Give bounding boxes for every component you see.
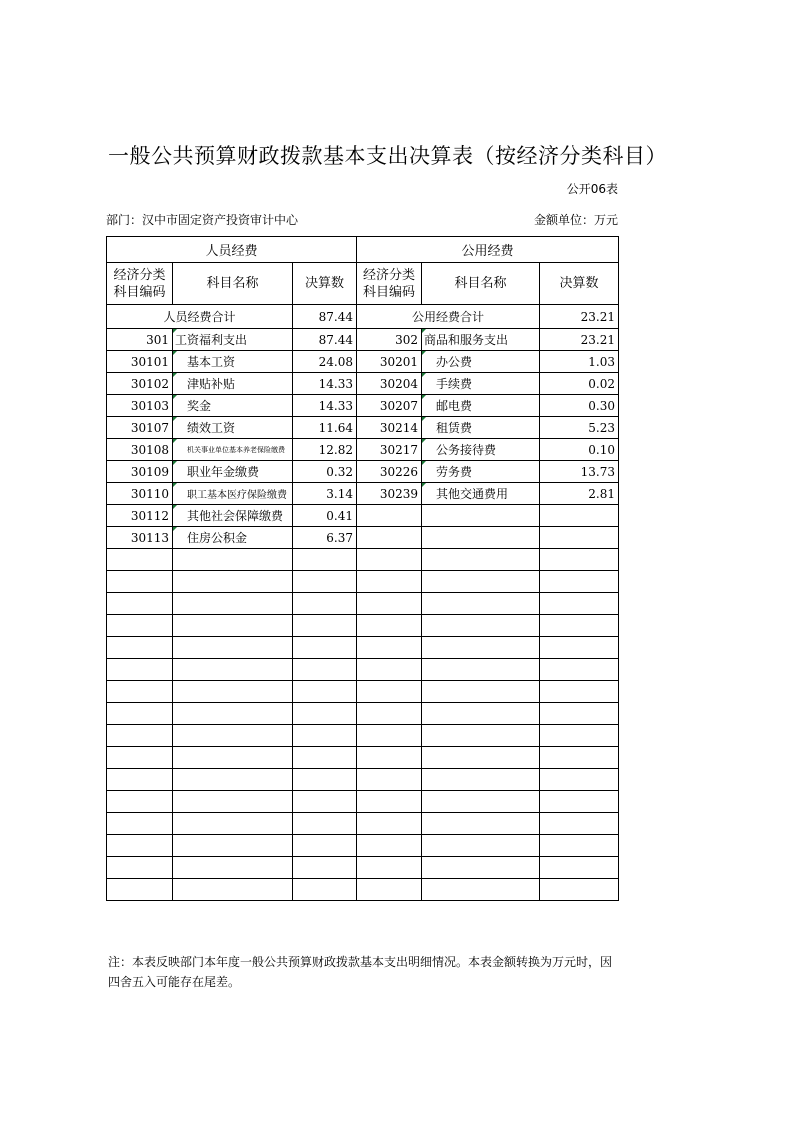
page-title: 一般公共预算财政拨款基本支出决算表（按经济分类科目） — [108, 144, 667, 168]
left-name-cell: 奖金 — [173, 395, 293, 417]
right-amount-cell — [540, 527, 619, 549]
left-name-cell — [173, 857, 293, 879]
left-name-cell: 机关事业单位基本养老保险缴费 — [173, 439, 293, 461]
personnel-total-value: 87.44 — [293, 305, 357, 329]
left-amount-cell — [293, 791, 357, 813]
left-code-cell — [107, 703, 173, 725]
name-header-right: 科目名称 — [422, 263, 540, 305]
name-header-left: 科目名称 — [173, 263, 293, 305]
right-amount-cell — [540, 879, 619, 901]
table-row — [107, 813, 619, 835]
right-name-cell — [422, 791, 540, 813]
right-code-cell: 30201 — [357, 351, 422, 373]
table-row — [107, 879, 619, 901]
right-name-cell — [422, 681, 540, 703]
left-name-cell — [173, 659, 293, 681]
right-code-cell — [357, 791, 422, 813]
right-code-cell — [357, 879, 422, 901]
right-amount-cell — [540, 571, 619, 593]
personnel-total-label: 人员经费合计 — [107, 305, 293, 329]
left-name-cell: 基本工资 — [173, 351, 293, 373]
right-code-cell — [357, 703, 422, 725]
left-name-cell — [173, 549, 293, 571]
left-name-cell — [173, 813, 293, 835]
left-amount-cell — [293, 747, 357, 769]
left-name-cell — [173, 681, 293, 703]
left-code-cell: 30107 — [107, 417, 173, 439]
left-code-cell — [107, 659, 173, 681]
table-row — [107, 527, 619, 549]
left-name-cell — [173, 835, 293, 857]
left-code-cell — [107, 549, 173, 571]
right-name-cell — [422, 615, 540, 637]
left-amount-cell — [293, 703, 357, 725]
left-code-cell: 30113 — [107, 527, 173, 549]
left-amount-cell — [293, 615, 357, 637]
left-amount-cell — [293, 549, 357, 571]
table-row — [107, 483, 619, 505]
right-name-cell — [422, 505, 540, 527]
personnel-header: 人员经费 — [107, 237, 357, 263]
left-amount-cell — [293, 681, 357, 703]
left-code-cell — [107, 879, 173, 901]
left-name-cell: 绩效工资 — [173, 417, 293, 439]
table-row — [107, 439, 619, 461]
right-amount-cell: 13.73 — [540, 461, 619, 483]
right-amount-cell: 23.21 — [540, 329, 619, 351]
left-amount-cell — [293, 593, 357, 615]
right-name-cell — [422, 747, 540, 769]
right-name-cell — [422, 637, 540, 659]
right-code-cell: 30214 — [357, 417, 422, 439]
table-row — [107, 725, 619, 747]
right-code-cell — [357, 659, 422, 681]
right-name-cell — [422, 813, 540, 835]
right-name-cell: 公务接待费 — [422, 439, 540, 461]
left-code-cell — [107, 747, 173, 769]
right-code-cell — [357, 835, 422, 857]
left-name-cell — [173, 637, 293, 659]
right-code-cell: 30226 — [357, 461, 422, 483]
right-code-cell — [357, 857, 422, 879]
right-name-cell — [422, 527, 540, 549]
right-amount-cell: 2.81 — [540, 483, 619, 505]
table-row — [107, 681, 619, 703]
right-amount-cell: 0.02 — [540, 373, 619, 395]
table-row — [107, 461, 619, 483]
right-code-cell: 30204 — [357, 373, 422, 395]
left-name-cell: 其他社会保障缴费 — [173, 505, 293, 527]
right-amount-cell: 0.30 — [540, 395, 619, 417]
left-amount-cell: 0.41 — [293, 505, 357, 527]
reporting-unit: 部门：汉中市固定资产投资审计中心 — [106, 213, 299, 227]
right-code-cell — [357, 571, 422, 593]
left-code-cell: 30109 — [107, 461, 173, 483]
left-code-cell — [107, 791, 173, 813]
right-code-cell: 30207 — [357, 395, 422, 417]
right-amount-cell — [540, 747, 619, 769]
right-name-cell — [422, 571, 540, 593]
right-name-cell — [422, 769, 540, 791]
right-amount-cell: 5.23 — [540, 417, 619, 439]
right-amount-cell — [540, 659, 619, 681]
right-name-cell — [422, 549, 540, 571]
left-amount-cell — [293, 835, 357, 857]
right-code-cell — [357, 593, 422, 615]
left-name-cell — [173, 747, 293, 769]
left-name-cell — [173, 615, 293, 637]
right-amount-cell — [540, 769, 619, 791]
header-row-columns — [107, 263, 619, 305]
left-amount-cell — [293, 725, 357, 747]
right-name-cell: 租赁费 — [422, 417, 540, 439]
right-name-cell — [422, 857, 540, 879]
table-row — [107, 571, 619, 593]
right-name-cell: 商品和服务支出 — [422, 329, 540, 351]
right-name-cell: 手续费 — [422, 373, 540, 395]
left-amount-cell: 3.14 — [293, 483, 357, 505]
table-row — [107, 351, 619, 373]
right-code-cell — [357, 725, 422, 747]
table-row — [107, 549, 619, 571]
right-amount-cell — [540, 813, 619, 835]
right-name-cell — [422, 879, 540, 901]
form-number: 公开06表 — [566, 182, 618, 196]
left-amount-cell: 14.33 — [293, 395, 357, 417]
left-code-cell — [107, 813, 173, 835]
public-header: 公用经费 — [357, 237, 619, 263]
left-name-cell — [173, 769, 293, 791]
left-amount-cell: 24.08 — [293, 351, 357, 373]
left-code-cell — [107, 725, 173, 747]
left-code-cell: 30102 — [107, 373, 173, 395]
table-row — [107, 769, 619, 791]
left-amount-cell — [293, 879, 357, 901]
right-name-cell — [422, 725, 540, 747]
right-code-cell: 30239 — [357, 483, 422, 505]
left-name-cell: 工资福利支出 — [173, 329, 293, 351]
left-amount-cell: 11.64 — [293, 417, 357, 439]
right-amount-cell: 0.10 — [540, 439, 619, 461]
left-code-cell — [107, 769, 173, 791]
right-amount-cell — [540, 615, 619, 637]
right-code-cell — [357, 813, 422, 835]
right-amount-cell — [540, 593, 619, 615]
right-amount-cell — [540, 637, 619, 659]
code-header-left: 经济分类科目编码 — [107, 263, 173, 305]
left-name-cell — [173, 879, 293, 901]
amount-header-right: 决算数 — [540, 263, 619, 305]
public-total-label: 公用经费合计 — [357, 305, 540, 329]
right-amount-cell — [540, 725, 619, 747]
right-code-cell — [357, 527, 422, 549]
table-row — [107, 593, 619, 615]
right-code-cell — [357, 747, 422, 769]
money-unit: 金额单位：万元 — [533, 213, 618, 227]
left-amount-cell: 14.33 — [293, 373, 357, 395]
right-name-cell — [422, 593, 540, 615]
right-name-cell — [422, 835, 540, 857]
right-name-cell: 办公费 — [422, 351, 540, 373]
left-code-cell — [107, 637, 173, 659]
table-row — [107, 505, 619, 527]
right-code-cell — [357, 549, 422, 571]
table-row — [107, 637, 619, 659]
right-amount-cell — [540, 681, 619, 703]
left-amount-cell: 12.82 — [293, 439, 357, 461]
left-code-cell — [107, 857, 173, 879]
left-amount-cell — [293, 659, 357, 681]
table-row — [107, 417, 619, 439]
right-amount-cell — [540, 835, 619, 857]
left-code-cell: 30108 — [107, 439, 173, 461]
table-row — [107, 329, 619, 351]
left-amount-cell — [293, 813, 357, 835]
left-name-cell — [173, 703, 293, 725]
left-name-cell — [173, 791, 293, 813]
code-header-right: 经济分类科目编码 — [357, 263, 422, 305]
right-code-cell: 30217 — [357, 439, 422, 461]
expenditure-table — [106, 236, 619, 901]
right-amount-cell — [540, 505, 619, 527]
left-amount-cell — [293, 769, 357, 791]
left-code-cell — [107, 615, 173, 637]
right-amount-cell: 1.03 — [540, 351, 619, 373]
left-name-cell: 职工基本医疗保险缴费 — [173, 483, 293, 505]
right-name-cell: 劳务费 — [422, 461, 540, 483]
left-code-cell: 30101 — [107, 351, 173, 373]
right-code-cell — [357, 681, 422, 703]
left-name-cell: 职业年金缴费 — [173, 461, 293, 483]
right-code-cell — [357, 637, 422, 659]
table-row — [107, 395, 619, 417]
public-total-value: 23.21 — [540, 305, 619, 329]
table-row — [107, 659, 619, 681]
left-name-cell — [173, 571, 293, 593]
left-code-cell: 30103 — [107, 395, 173, 417]
left-amount-cell: 6.37 — [293, 527, 357, 549]
table-row — [107, 857, 619, 879]
left-amount-cell — [293, 637, 357, 659]
table-row — [107, 703, 619, 725]
header-row-group — [107, 237, 619, 263]
right-amount-cell — [540, 549, 619, 571]
right-code-cell — [357, 505, 422, 527]
table-row — [107, 373, 619, 395]
right-code-cell — [357, 769, 422, 791]
table-row — [107, 747, 619, 769]
right-name-cell — [422, 659, 540, 681]
right-code-cell — [357, 615, 422, 637]
left-code-cell: 301 — [107, 329, 173, 351]
table-row — [107, 835, 619, 857]
left-name-cell: 津贴补贴 — [173, 373, 293, 395]
left-code-cell: 30112 — [107, 505, 173, 527]
left-code-cell — [107, 593, 173, 615]
left-amount-cell — [293, 857, 357, 879]
right-amount-cell — [540, 791, 619, 813]
right-amount-cell — [540, 857, 619, 879]
right-name-cell: 邮电费 — [422, 395, 540, 417]
amount-header-left: 决算数 — [293, 263, 357, 305]
table-row — [107, 615, 619, 637]
left-amount-cell — [293, 571, 357, 593]
left-name-cell — [173, 725, 293, 747]
table-row — [107, 791, 619, 813]
right-name-cell: 其他交通费用 — [422, 483, 540, 505]
left-code-cell — [107, 835, 173, 857]
left-code-cell — [107, 571, 173, 593]
left-code-cell: 30110 — [107, 483, 173, 505]
left-name-cell — [173, 593, 293, 615]
left-amount-cell: 0.32 — [293, 461, 357, 483]
right-name-cell — [422, 703, 540, 725]
left-code-cell — [107, 681, 173, 703]
footnote: 注：本表反映部门本年度一般公共预算财政拨款基本支出明细情况。本表金额转换为万元时，因四舍五入可能存在尾差。 — [108, 955, 613, 989]
left-name-cell: 住房公积金 — [173, 527, 293, 549]
left-amount-cell: 87.44 — [293, 329, 357, 351]
right-amount-cell — [540, 703, 619, 725]
right-code-cell: 302 — [357, 329, 422, 351]
total-row — [107, 305, 619, 329]
